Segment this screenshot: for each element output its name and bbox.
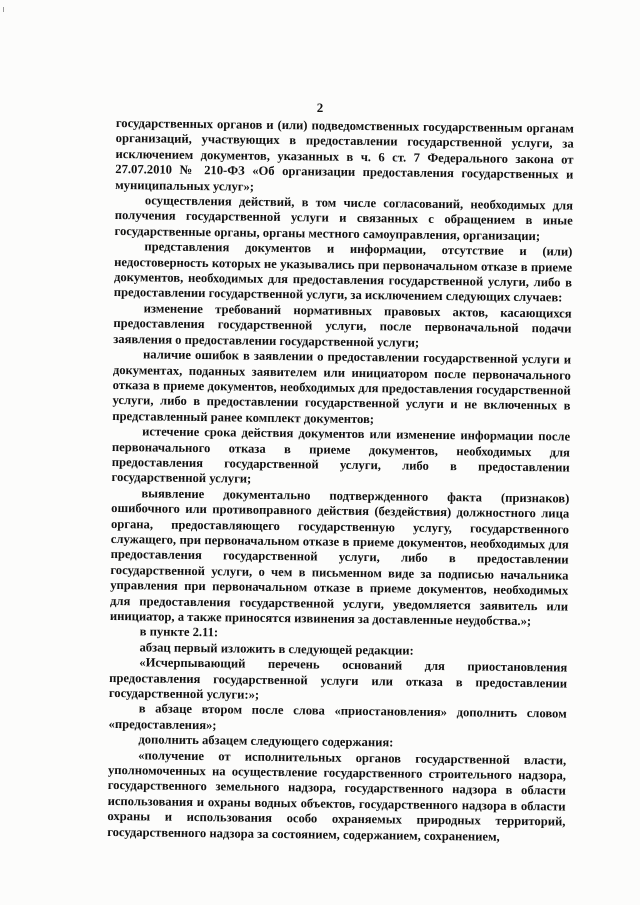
paragraph: дополнить абзацем следующего содержания: <box>138 732 394 750</box>
paragraph: изменение требований нормативных правовых актов, касающихся предоставления государственной услуги, после первоначальной подачи заявления о предоставлении государственной услуги; <box>113 301 572 350</box>
paragraph: абзац первый изложить в следующей редакции: <box>139 640 414 658</box>
paragraph: в пункте 2.11: <box>139 624 219 640</box>
paragraph: наличие ошибок в заявлении о предоставлении государственной услуги и документах, поданных заявителем или инициатором после первоначального отказа в приеме документов, необходимых для предоставления государственной услуги, либо в предоставлении государственной услуги и не включенных в представленный ранее комплект документов; <box>112 347 572 426</box>
paragraph: выявление документально подтвержденного факта (признаков) ошибочного или противоправного действия (бездействия) должностного лица органа, предоставляющего государственную услугу, государственного служащего, при первоначальном отказе в приеме документов, необходимых для предоставления государственной услуги, либо в предоставлении государственной услуги, о чем в письменном виде за подписью начальника управления при первоначальном отказе в приеме документов, необходимых для предоставления государственной услуги, уведомляется заявитель или инициатор, а также приносятся извинения за доставленные неудобства.»; <box>109 486 570 629</box>
page-number: 2 <box>316 100 324 115</box>
paragraph: истечение срока действия документов или изменение информации после первоначального отказа в приеме документов, необходимых для предоставления государственной услуги, либо в предоставлении государственной услуги; <box>111 424 571 487</box>
document-body <box>107 116 574 846</box>
paragraph: в абзаце втором после слова «приостановления» дополнить словом «предоставления»; <box>108 701 567 733</box>
paragraph: «получение от исполнительных органов государственной власти, уполномоченных на осуществление государственного строительного надзора, государственного земельного надзора, государственного надзора в области использования и охраны водных объектов, государственного надзора в области охраны и использования особо охраняемых природных территорий, государственного надзора за состоянием, содержанием, сохранением, <box>107 747 567 844</box>
paragraph: «Исчерпывающий перечень оснований для приостановления предоставления государственной услуги или отказа в предоставлении государственной услуги:»; <box>108 655 568 702</box>
scan-edge-mark <box>3 7 4 12</box>
paragraph: осуществления действий, в том числе согласований, необходимых для получения государственной услуги и связанных с обращением в иные государственные органы, органы местного самоуправления, организации; <box>114 193 574 244</box>
paragraph: представления документов и информации, отсутствие и (или) недостоверность которых не указывались при первоначальном отказе в приеме документов, необходимых для предоставления государственной услуги, либо в предоставлении государственной услуги, за исключением следующих случаев: <box>113 239 573 305</box>
paragraph: государственных органов и (или) подведомственных государственным органам организаций, участвующих в предоставлении государственной услуги, за исключением документов, указанных в ч. 6 ст. 7 Федерального закона от 27.07.2010 № 210-ФЗ «Об организации предоставления государственных и муниципальных услуг»; <box>115 116 574 194</box>
